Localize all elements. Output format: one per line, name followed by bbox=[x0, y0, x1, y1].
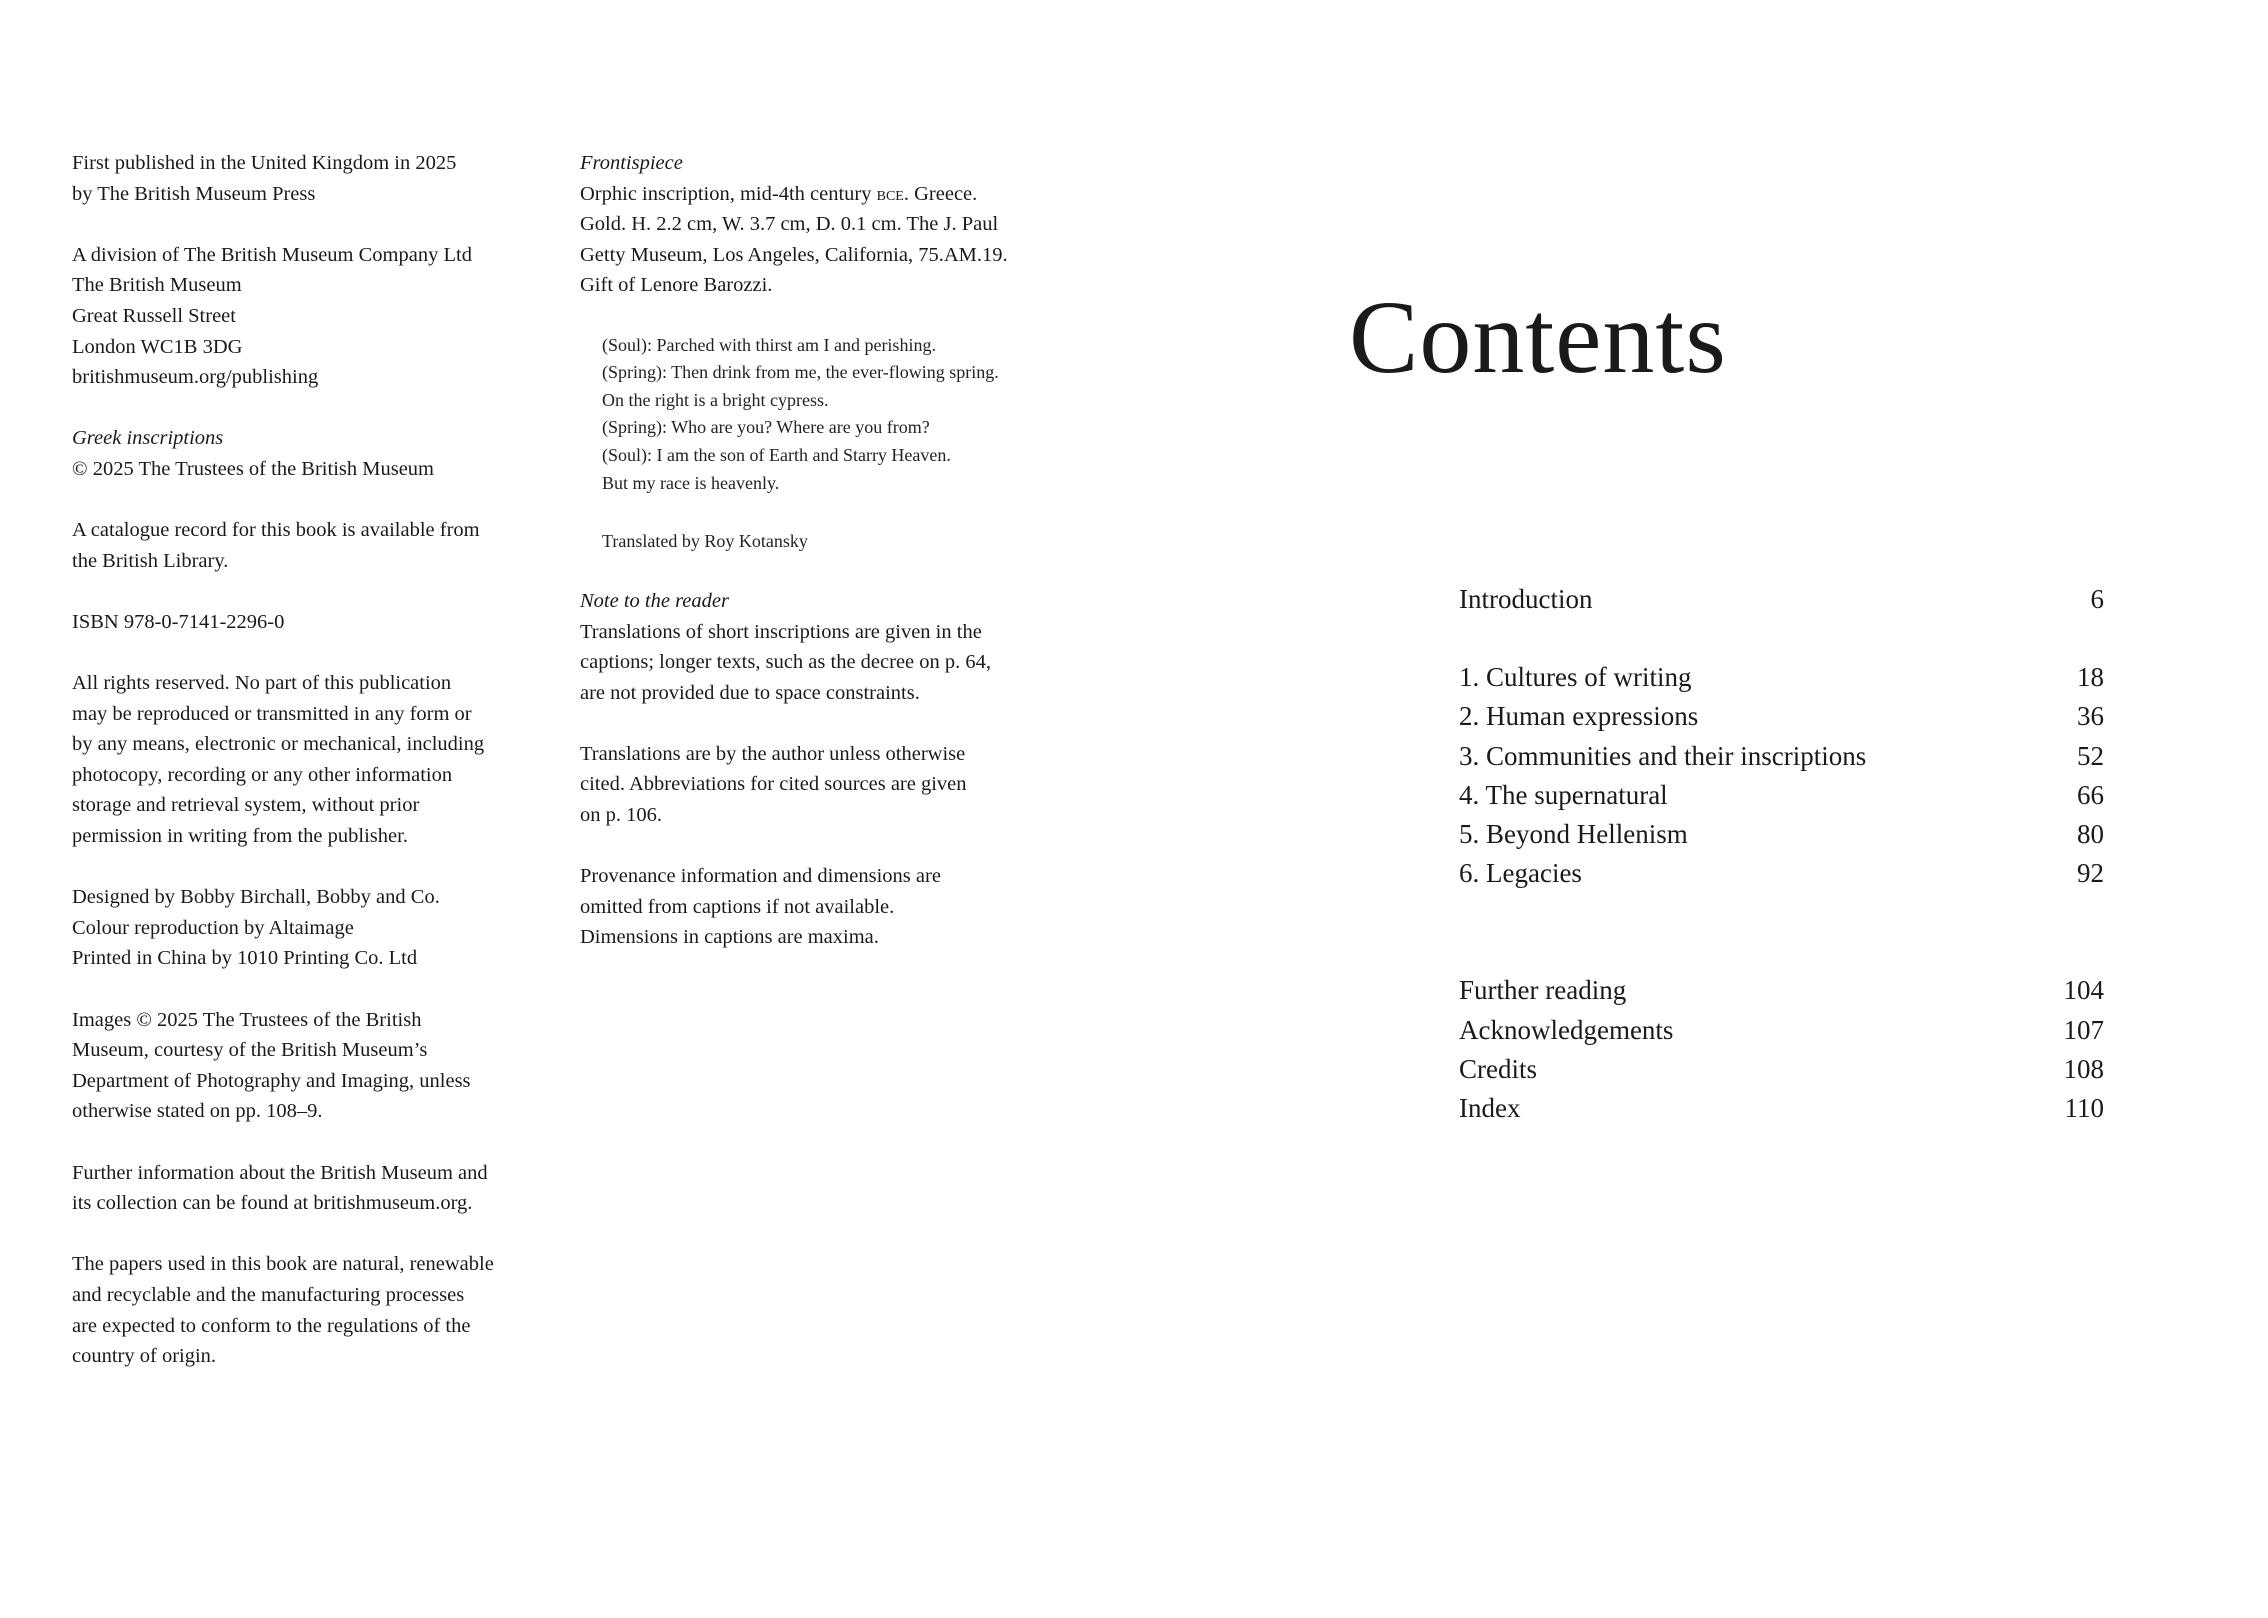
toc-entry-page: 92 bbox=[2077, 858, 2104, 889]
text-line: may be reproduced or transmitted in any form or bbox=[72, 702, 472, 725]
text-line: storage and retrieval system, without prior bbox=[72, 794, 420, 817]
image-credits bbox=[72, 1005, 542, 1127]
text-line: by any means, electronic or mechanical, including bbox=[72, 733, 485, 756]
poem-line: (Spring): Who are you? Where are you from? bbox=[602, 417, 930, 438]
page-title: Contents bbox=[1349, 280, 1727, 395]
text-line: permission in writing from the publisher. bbox=[72, 825, 408, 848]
isbn bbox=[72, 607, 542, 638]
poem-line: (Spring): Then drink from me, the ever-flowing spring. bbox=[602, 362, 999, 383]
toc-entry-page: 108 bbox=[2063, 1053, 2104, 1084]
toc-entry bbox=[1459, 776, 2104, 815]
toc-entry-label: 2. Human expressions bbox=[1459, 701, 1699, 732]
toc-entry-page: 104 bbox=[2063, 975, 2104, 1006]
text-line: Colour reproduction by Altaimage bbox=[72, 916, 354, 939]
translator-credit bbox=[602, 528, 1070, 556]
text-line: Gift of Lenore Barozzi. bbox=[580, 274, 773, 297]
text-segment: . Greece. bbox=[903, 182, 978, 205]
toc-entry-label: Acknowledgements bbox=[1459, 1014, 1674, 1045]
toc-entry bbox=[1459, 580, 2104, 619]
toc-entry-page: 6 bbox=[2090, 584, 2104, 614]
toc-entry bbox=[1459, 697, 2104, 736]
text-line: country of origin. bbox=[72, 1345, 217, 1368]
table-of-contents bbox=[1459, 580, 2104, 1128]
text-line: on p. 106. bbox=[580, 804, 662, 827]
publication-info bbox=[72, 148, 542, 209]
text-line: photocopy, recording or any other information bbox=[72, 763, 453, 786]
frontispiece-caption bbox=[580, 148, 1070, 301]
toc-entry-label: Further reading bbox=[1459, 975, 1627, 1006]
text-line: A catalogue record for this book is available from bbox=[72, 519, 480, 542]
toc-entry-page: 52 bbox=[2077, 740, 2104, 771]
text-line: Provenance information and dimensions are bbox=[580, 865, 941, 888]
text-line: Designed by Bobby Birchall, Bobby and Co. bbox=[72, 886, 440, 909]
text-line: britishmuseum.org/publishing bbox=[72, 366, 319, 389]
text-line: A division of The British Museum Company Ltd bbox=[72, 243, 472, 266]
text-line: Further information about the British Museum and bbox=[72, 1161, 488, 1184]
rights-notice bbox=[72, 668, 542, 852]
toc-entry-label: Credits bbox=[1459, 1053, 1537, 1084]
poem-line: (Soul): Parched with thirst am I and perishing. bbox=[602, 334, 936, 355]
toc-entry-label: 5. Beyond Hellenism bbox=[1459, 818, 1688, 849]
text-line: Translations are by the author unless otherwise bbox=[580, 742, 966, 765]
text-line: The papers used in this book are natural, renewable bbox=[72, 1253, 494, 1276]
toc-chapters-group bbox=[1459, 658, 2104, 893]
text-line: and recyclable and the manufacturing processes bbox=[72, 1283, 465, 1306]
text-line: cited. Abbreviations for cited sources are given bbox=[580, 773, 967, 796]
provenance-note bbox=[580, 861, 1070, 953]
imprint-column bbox=[72, 148, 542, 1402]
text-line: Translations of short inscriptions are given in the bbox=[580, 620, 982, 643]
toc-entry-label: 6. Legacies bbox=[1459, 858, 1582, 889]
toc-intro-group bbox=[1459, 580, 2104, 619]
text-line: Museum, courtesy of the British Museum’s bbox=[72, 1039, 428, 1062]
toc-entry bbox=[1459, 1050, 2104, 1089]
publisher-address bbox=[72, 240, 542, 393]
text-line: the British Library. bbox=[72, 549, 229, 572]
copyright-notice bbox=[72, 423, 542, 484]
text-line: are expected to conform to the regulations of the bbox=[72, 1314, 471, 1337]
toc-entry-page: 110 bbox=[2064, 1092, 2104, 1123]
text-line: omitted from captions if not available. bbox=[580, 895, 895, 918]
toc-entry bbox=[1459, 1089, 2104, 1128]
toc-entry-label: Index bbox=[1459, 1092, 1521, 1123]
poem-line: But my race is heavenly. bbox=[602, 472, 780, 493]
toc-entry-label: 4. The supernatural bbox=[1459, 779, 1668, 810]
toc-entry-page: 66 bbox=[2077, 779, 2104, 810]
text-line: Dimensions in captions are maxima. bbox=[580, 926, 879, 949]
toc-entry-label: 3. Communities and their inscriptions bbox=[1459, 740, 1867, 771]
toc-entry-label: 1. Cultures of writing bbox=[1459, 662, 1692, 693]
era-abbreviation: bce bbox=[876, 182, 904, 205]
toc-entry bbox=[1459, 815, 2104, 854]
toc-entry bbox=[1459, 737, 2104, 776]
text-line: Great Russell Street bbox=[72, 304, 236, 327]
paper-notice bbox=[72, 1249, 542, 1371]
text-line: otherwise stated on pp. 108–9. bbox=[72, 1100, 323, 1123]
inscription-translation bbox=[602, 332, 1070, 498]
catalogue-record bbox=[72, 515, 542, 576]
poem-line: On the right is a bright cypress. bbox=[602, 389, 829, 410]
text-line: Department of Photography and Imaging, unless bbox=[72, 1069, 471, 1092]
text-line bbox=[580, 179, 1070, 210]
further-information bbox=[72, 1158, 542, 1219]
toc-entry-label: Introduction bbox=[1459, 584, 1593, 614]
toc-entry-page: 80 bbox=[2077, 818, 2104, 849]
text-line: London WC1B 3DG bbox=[72, 335, 243, 358]
toc-entry-page: 107 bbox=[2063, 1014, 2104, 1045]
text-segment: Orphic inscription, mid-4th century bbox=[580, 182, 877, 205]
toc-entry bbox=[1459, 658, 2104, 697]
text-line: are not provided due to space constraints. bbox=[580, 681, 920, 704]
text-line: Printed in China by 1010 Printing Co. Ltd bbox=[72, 947, 418, 970]
toc-entry bbox=[1459, 1011, 2104, 1050]
toc-entry-page: 36 bbox=[2077, 701, 2104, 732]
text-line: its collection can be found at britishmuseum.org. bbox=[72, 1192, 473, 1215]
text-line: Images © 2025 The Trustees of the British bbox=[72, 1008, 422, 1031]
note-to-reader bbox=[580, 586, 1070, 708]
design-credits bbox=[72, 882, 542, 974]
copyright-label: Greek inscriptions bbox=[72, 427, 224, 450]
toc-entry bbox=[1459, 971, 2104, 1010]
text-line: captions; longer texts, such as the decree on p. 64, bbox=[580, 651, 992, 674]
toc-back-matter-group bbox=[1459, 971, 2104, 1128]
text-line: First published in the United Kingdom in 2025 bbox=[72, 152, 457, 174]
text-line: Getty Museum, Los Angeles, California, 75.AM.19. bbox=[580, 243, 1008, 266]
text-line: The British Museum bbox=[72, 274, 242, 297]
text-line: All rights reserved. No part of this publication bbox=[72, 672, 452, 695]
poem-line: (Soul): I am the son of Earth and Starry Heaven. bbox=[602, 444, 951, 465]
notes-column bbox=[580, 148, 1070, 984]
copyright-text: © 2025 The Trustees of the British Museum bbox=[72, 457, 434, 480]
text-line: Gold. H. 2.2 cm, W. 3.7 cm, D. 0.1 cm. The J. Paul bbox=[580, 213, 999, 236]
note-label: Note to the reader bbox=[580, 589, 729, 612]
translator-text: Translated by Roy Kotansky bbox=[602, 530, 808, 551]
toc-entry bbox=[1459, 854, 2104, 893]
text-line: by The British Museum Press bbox=[72, 182, 316, 205]
translations-note bbox=[580, 739, 1070, 831]
toc-entry-page: 18 bbox=[2077, 662, 2104, 693]
isbn-text: ISBN 978-0-7141-2296-0 bbox=[72, 610, 285, 633]
frontispiece-label: Frontispiece bbox=[580, 152, 683, 174]
